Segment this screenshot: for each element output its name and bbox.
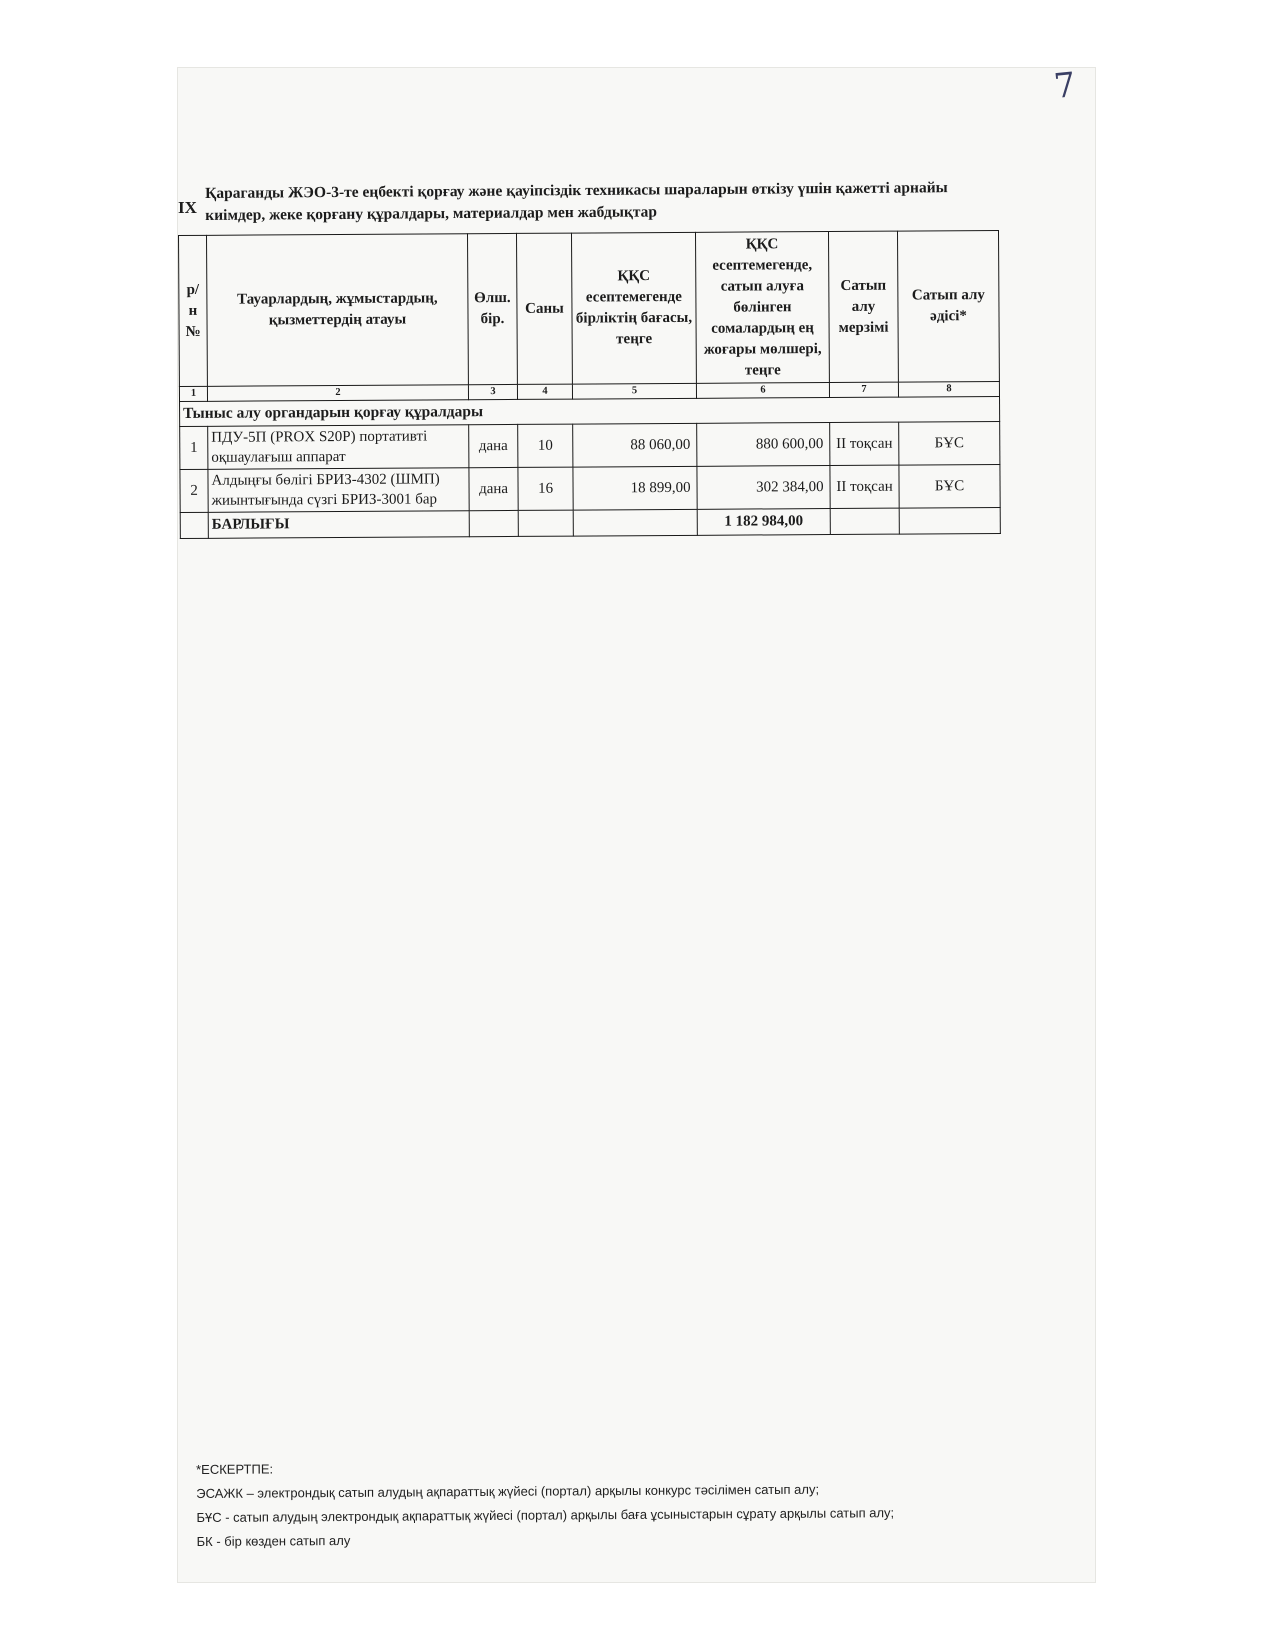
footnote-line: ЭСАЖК – электрондық сатып алудың ақпараттық жүйесі (портал) арқылы конкурс тәсілімен сатып алу; bbox=[196, 1481, 820, 1501]
item-method: БҰС bbox=[899, 464, 1000, 508]
item-name: ПДУ-5П (PROX S20P) портативті оқшаулағыш аппарат bbox=[208, 425, 469, 470]
section-heading: Қараганды ЖЭО-3-те еңбекті қорғау және қауіпсіздік техникасы шараларын өткізу үшін қажетті арнайы киімдер, жеке қорғану құралдары, материалдар мен жабдықтар bbox=[205, 179, 948, 224]
empty-cell bbox=[469, 510, 518, 536]
item-amount: 302 384,00 bbox=[697, 466, 830, 510]
empty-cell bbox=[180, 512, 208, 538]
table-row bbox=[180, 421, 1000, 469]
item-unit: дана bbox=[469, 424, 518, 467]
column-number: 1 bbox=[179, 386, 207, 401]
section-number: IX bbox=[178, 198, 197, 217]
column-number: 5 bbox=[572, 383, 696, 399]
handwritten-page-number: 7 bbox=[1051, 64, 1078, 108]
item-method: БҰС bbox=[899, 421, 1000, 465]
header-item-name: Тауарлардың, жұмыстардың, қызметтердің атауы bbox=[207, 234, 469, 387]
header-unit: Өлш. бір. bbox=[467, 233, 517, 384]
total-amount: 1 182 984,00 bbox=[697, 509, 830, 536]
column-number: 3 bbox=[468, 384, 517, 399]
footnote-line: БҰС - сатып алудың электрондық ақпараттық жүйесі (портал) арқылы баға ұсыныстарын сұрату арқылы сатып алу; bbox=[196, 1505, 895, 1525]
item-amount: 880 600,00 bbox=[697, 423, 830, 467]
empty-cell bbox=[573, 509, 697, 536]
procurement-table bbox=[178, 230, 1001, 539]
total-row bbox=[180, 507, 1000, 538]
empty-cell bbox=[899, 507, 1000, 534]
header-purchase-term: Сатып алу мерзімі bbox=[828, 231, 898, 382]
row-number: 2 bbox=[180, 469, 208, 512]
item-quantity: 10 bbox=[518, 424, 573, 467]
table-row bbox=[180, 464, 1000, 512]
procurement-table-wrapper bbox=[178, 230, 1000, 539]
item-term: II тоқсан bbox=[830, 422, 899, 465]
empty-cell bbox=[518, 510, 573, 536]
header-purchase-method: Сатып алу әдісі* bbox=[897, 230, 999, 382]
item-unit-price: 88 060,00 bbox=[573, 423, 697, 467]
column-number: 2 bbox=[207, 385, 468, 402]
column-number: 4 bbox=[517, 384, 572, 399]
item-unit-price: 18 899,00 bbox=[573, 466, 697, 510]
header-quantity: Саны bbox=[516, 233, 572, 384]
column-number: 7 bbox=[829, 382, 898, 397]
row-number: 1 bbox=[180, 426, 208, 469]
group-title: Тыныс алу органдарын қорғау құралдары bbox=[180, 396, 1000, 426]
table-header-row bbox=[179, 230, 1000, 386]
column-number: 6 bbox=[696, 383, 829, 399]
footnote-line: БК - бір көзден сатып алу bbox=[196, 1532, 351, 1549]
empty-cell bbox=[830, 508, 899, 534]
column-number: 8 bbox=[898, 381, 999, 397]
item-unit: дана bbox=[469, 467, 518, 510]
item-term: II тоқсан bbox=[830, 465, 899, 508]
footnote-title: *ЕСКЕРТПЕ: bbox=[196, 1461, 274, 1477]
footnotes bbox=[196, 1452, 1097, 1554]
header-unit-price: ҚҚС есептемегенде бірліктің бағасы, теңге bbox=[571, 232, 696, 384]
header-max-amount: ҚҚС есептемегенде, сатып алуға бөлінген сомалардың ең жоғары мөлшері, теңге bbox=[695, 232, 829, 384]
item-name: Алдыңғы бөлігі БРИЗ-4302 (ШМП) жиынтығында сүзгі БРИЗ-3001 бар bbox=[208, 468, 469, 513]
item-quantity: 16 bbox=[518, 467, 573, 510]
total-label: БАРЛЫҒЫ bbox=[208, 511, 469, 539]
header-row-number: р/н № bbox=[179, 235, 208, 386]
